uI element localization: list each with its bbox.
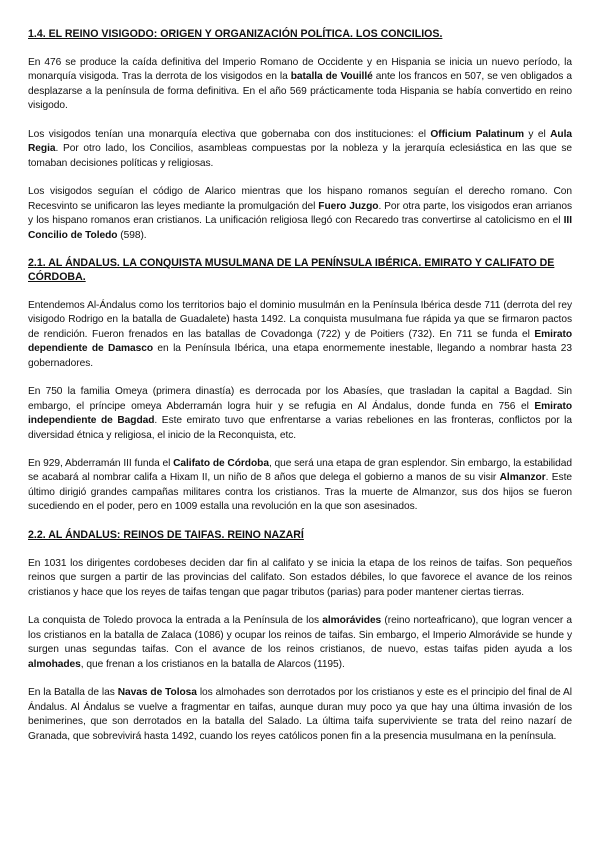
- bold-term: III Concilio de Toledo: [28, 215, 572, 241]
- paragraph: En 1031 los dirigentes cordobeses deciden dar fin al califato y se inicia la etapa de los reinos de taifas. Son pequeños reinos que surgen a partir de las provincias del califato. Son estados débiles, lo que favorece el avance de los reinos cristianos y hace que los reyes de taifas tengan que pagar tributos (parias) para poder mantener ciertas tierras.: [28, 557, 572, 598]
- bold-term: Officium Palatinum: [430, 128, 524, 140]
- paragraph: En la Batalla de las Navas de Tolosa los almohades son derrotados por los cristianos y este es el principio del final de Al Ándalus. Al Ándalus se vuelve a fragmentar en taifas, aunque duran muy poco ya que hay una última invasión de los benimerines, que son derrotados en la batalla del Salado. La última taifa superviviente se trata del reino nazarí de Granada, que sobrevivirá hasta 1492, cuando los reyes católicos ponen fin a la presencia musulmana en la península.: [28, 687, 572, 742]
- paragraph: Los visigodos tenían una monarquía electiva que gobernaba con dos instituciones: el Officium Palatinum y el Aula Regia. Por otro lado, los Concilios, asambleas compuestas por la nobleza y la jerarquía eclesiástica en las que se tomaban decisiones políticas y religiosas.: [28, 128, 572, 169]
- paragraph: En 929, Abderramán III funda el Califato de Córdoba, que será una etapa de gran esplendor. Sin embargo, la estabilidad se acabará al nombrar califa a Hixam II, un niño de 8 años que delega el gobierno a manos de su visir Almanzor. Este último dirigió grandes campañas militares contra los cristianos. Tras la muerte de Almanzor, sus dos hijos se fueron sucediendo en el poder, pero en 1009 estalla una revolución en la que son asesinados.: [28, 457, 572, 513]
- bold-term: Almanzor: [499, 472, 546, 484]
- bold-term: Navas de Tolosa: [117, 687, 197, 699]
- section-heading: 2.1. AL ÁNDALUS. LA CONQUISTA MUSULMANA DE LA PENÍNSULA IBÉRICA. EMIRATO Y CALIFATO DE CÓRDOBA.: [28, 257, 555, 283]
- bold-term: almohades: [28, 658, 81, 670]
- paragraph: Los visigodos seguían el código de Alarico mientras que los hispano romanos seguían el derecho romano. Con Recesvinto se unificaron las leyes mediante la promulgación del Fuero Juzgo. Por otra parte, los visigodos eran arrianos y los hispano romanos eran cristianos. La unificación religiosa llegó con Recaredo tras convertirse al catolicismo en el III Concilio de Toledo (598).: [28, 186, 572, 241]
- bold-term: Fuero Juzgo: [318, 200, 379, 212]
- paragraph: La conquista de Toledo provoca la entrada a la Península de los almorávides (reino norteafricano), que logran vencer a los cristianos en la batalla de Zalaca (1086) y ocupar los reinos de taifas. Sin embargo, el Imperio Almorávide se hunde y surgen unas segundas taifas. Con el avance de los reinos cristianos, de nuevo, estas taifas piden ayuda a los almohades, que frenan a los cristianos en la batalla de Alarcos (1195).: [28, 615, 573, 670]
- section-conquista: [28, 257, 572, 515]
- section-heading: 1.4. EL REINO VISIGODO: ORIGEN Y ORGANIZACIÓN POLÍTICA. LOS CONCILIOS.: [28, 28, 443, 40]
- paragraph: Entendemos Al-Ándalus como los territorios bajo el dominio musulmán en la Península Ibérica desde 711 (derrota del rey visigodo Rodrigo en la batalla de Guadalete) hasta 1492. La conquista musulmana fue rápida ya que se firmaron pactos de rendición. Fueron frenados en las batallas de Covadonga (722) y de Poitiers (732). En 711 se funda el Emirato dependiente de Damasco en la Península Ibérica, una etapa enormemente inestable, llegando a nombrar hasta 23 gobernadores.: [28, 299, 572, 369]
- paragraph: En 476 se produce la caída definitiva del Imperio Romano de Occidente y en Hispania se inicia un nuevo período, la monarquía visigoda. Tras la derrota de los visigodos en la batalla de Vouillé ante los francos en 507, se ven obligados a desplazarse a la península de forma definitiva. En el año 569 prácticamente toda Hispania se había convertido en reino visigodo.: [28, 56, 572, 112]
- section-taifas: [28, 529, 572, 744]
- section-heading: 2.2. AL ÁNDALUS: REINOS DE TAIFAS. REINO NAZARÍ: [28, 528, 304, 541]
- bold-term: batalla de Vouillé: [290, 71, 373, 83]
- bold-term: Aula Regia: [28, 128, 572, 155]
- bold-term: Emirato dependiente de Damasco: [28, 328, 572, 355]
- bold-term: almorávides: [322, 615, 382, 627]
- bold-term: Emirato independiente de Bagdad: [28, 400, 572, 427]
- bold-term: Califato de Córdoba: [173, 457, 269, 469]
- paragraph: En 750 la familia Omeya (primera dinastía) es derrocada por los Abasíes, que trasladan la capital a Bagdad. Sin embargo, el príncipe omeya Abderramán logra huir y se refugia en Al Ándalus, donde funda en 756 el Emirato independiente de Bagdad. Este emirato tuvo que enfrentarse a varias rebeliones en las fronteras, conflictos por la diversidad étnica y religiosa, el inicio de la Reconquista, etc.: [28, 386, 573, 441]
- section-visigodo: [28, 28, 572, 243]
